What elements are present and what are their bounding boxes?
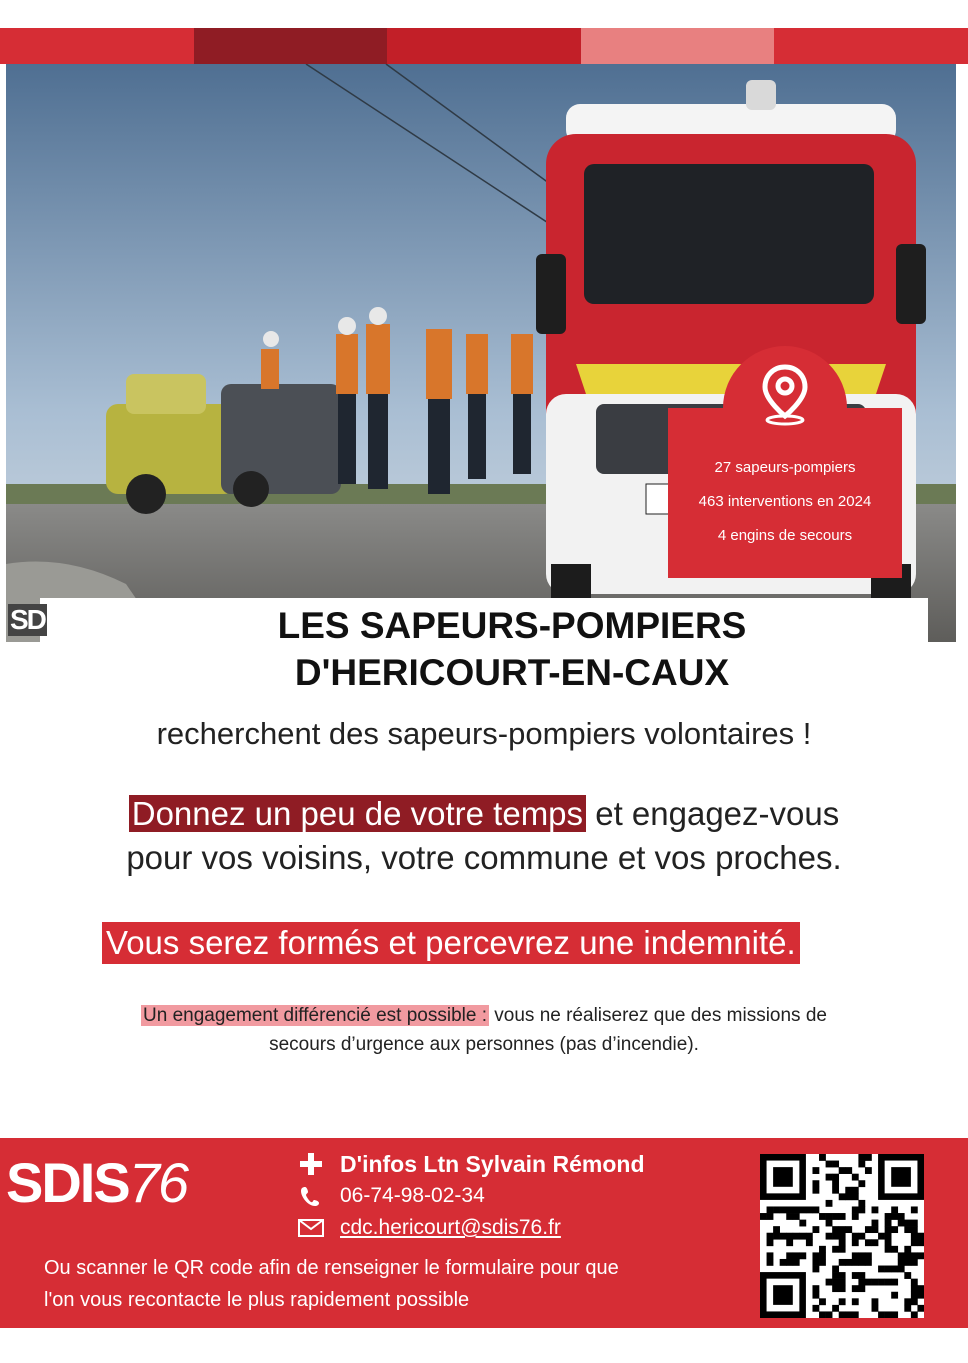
stripe-segment <box>0 28 194 64</box>
contact-block <box>290 1148 645 1244</box>
note-line-2: secours d’urgence aux personnes (pas d’incendie). <box>269 1034 699 1055</box>
title-line-2: D'HERICOURT-EN-CAUX <box>294 652 730 693</box>
stat-firefighters: 27 sapeurs-pompiers <box>714 459 856 476</box>
contact-phone[interactable]: 06-74-98-02-34 <box>340 1184 485 1207</box>
stat-vehicles: 4 engins de secours <box>717 527 853 544</box>
envelope-icon <box>290 1219 332 1237</box>
stripe-segment <box>581 28 775 64</box>
stripe-segment <box>774 28 968 64</box>
scan-line-2: l'on vous recontacte le plus rapidement possible <box>44 1289 470 1311</box>
scan-line-1: Ou scanner le QR code afin de renseigner le formulaire pour que <box>44 1257 619 1279</box>
photo-corner-logo: SD <box>10 604 45 635</box>
training-banner: Vous serez formés et percevrez une indemnité. <box>102 922 800 964</box>
top-color-stripe <box>0 28 968 64</box>
appeal-line-2: pour vos voisins, votre commune et vos proches. <box>126 839 842 876</box>
scan-instructions <box>44 1252 619 1316</box>
stat-interventions: 463 interventions en 2024 <box>698 493 872 510</box>
location-pin-icon <box>761 364 809 426</box>
contact-name-row <box>290 1148 645 1180</box>
qr-code[interactable] <box>760 1154 924 1318</box>
contact-phone-row <box>290 1180 645 1212</box>
stripe-segment <box>194 28 388 64</box>
appeal-line-1 <box>0 792 968 836</box>
plus-icon <box>290 1151 332 1177</box>
sdis-logo-number: 76 <box>128 1151 187 1214</box>
subtitle: recherchent des sapeurs-pompiers volontaires ! <box>156 716 812 751</box>
stats-panel <box>668 408 902 578</box>
sdis-logo-text: SDIS <box>6 1151 129 1214</box>
note-rest-1: vous ne réaliserez que des missions de <box>494 1005 827 1026</box>
appeal-rest-1: et engagez-vous <box>595 795 840 832</box>
note-highlight: Un engagement différencié est possible : <box>143 1005 487 1026</box>
footer-banner <box>0 1138 968 1328</box>
appeal-highlight: Donnez un peu de votre temps <box>129 795 586 832</box>
contact-email-row <box>290 1212 645 1244</box>
contact-name: D'infos Ltn Sylvain Rémond <box>340 1150 645 1177</box>
note-line-1 <box>0 1001 968 1030</box>
phone-icon <box>290 1185 332 1207</box>
page-title <box>0 602 968 696</box>
appeal-paragraph <box>0 792 968 880</box>
contact-email-link[interactable]: cdc.hericourt@sdis76.fr <box>340 1216 561 1239</box>
title-line-1: LES SAPEURS-POMPIERS <box>277 605 747 646</box>
engagement-note <box>0 1001 968 1059</box>
sdis-logo <box>6 1150 187 1215</box>
stripe-segment <box>387 28 581 64</box>
